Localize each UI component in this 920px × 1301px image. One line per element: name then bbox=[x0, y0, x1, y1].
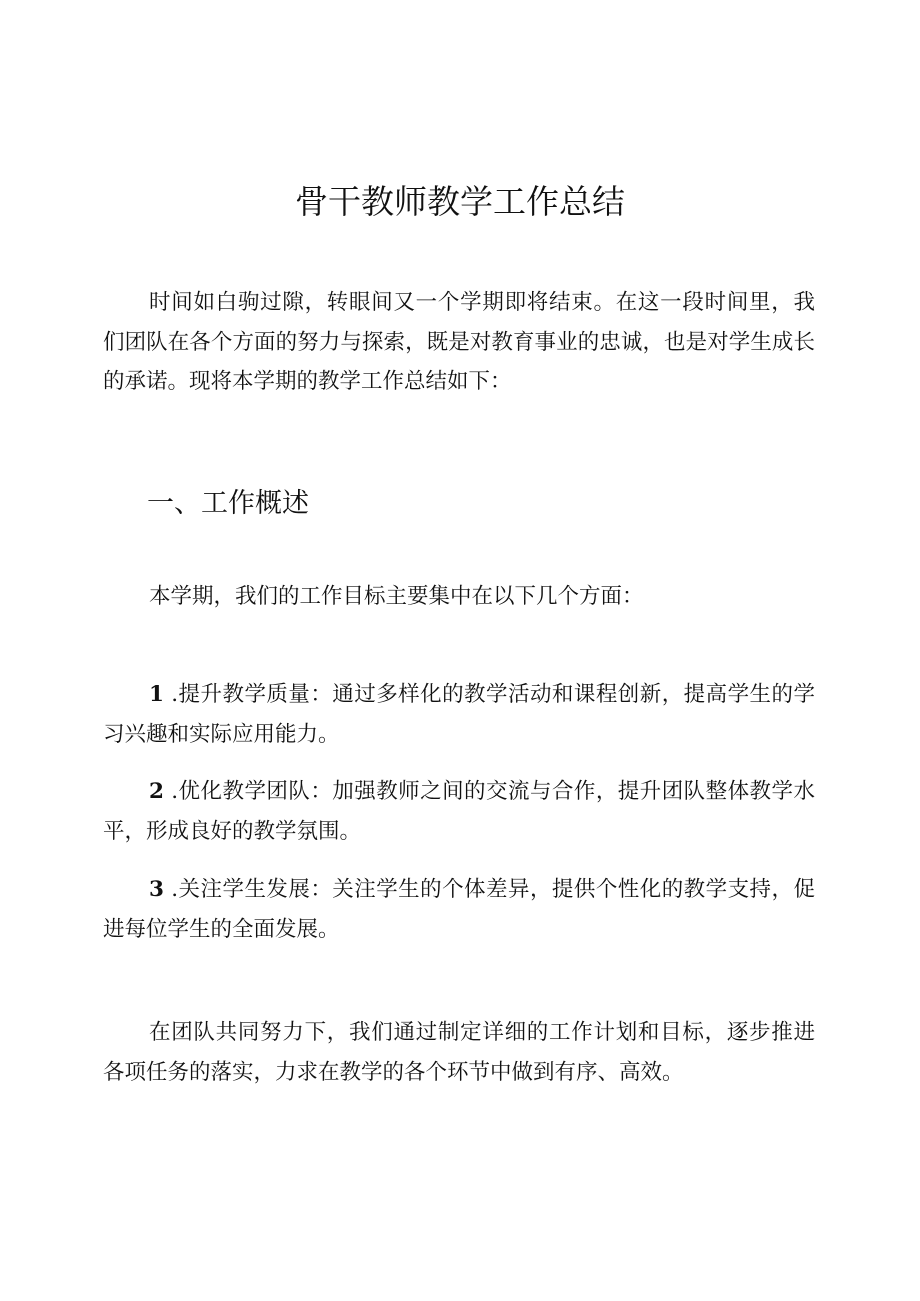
list-item bbox=[103, 772, 815, 851]
section-heading-overview: 一、工作概述 bbox=[147, 488, 309, 519]
document-title: 骨干教师教学工作总结 bbox=[295, 182, 625, 221]
list-item-number: 1 bbox=[149, 682, 164, 707]
list-item-text: .提升教学质量：通过多样化的教学活动和课程创新，提高学生的学习兴趣和实际应用能力。 bbox=[103, 682, 815, 747]
list-item-number: 3 bbox=[149, 877, 164, 902]
list-item bbox=[103, 870, 815, 949]
section-lead-paragraph: 本学期，我们的工作目标主要集中在以下几个方面： bbox=[149, 584, 644, 609]
list-item-text: .优化教学团队：加强教师之间的交流与合作，提升团队整体教学水平，形成良好的教学氛围。 bbox=[103, 779, 815, 844]
list-item-number: 2 bbox=[149, 779, 164, 804]
list-item bbox=[103, 675, 815, 754]
closing-paragraph: 在团队共同努力下，我们通过制定详细的工作计划和目标，逐步推进各项任务的落实，力求在教学的各个环节中做到有序、高效。 bbox=[103, 1020, 815, 1085]
intro-paragraph: 时间如白驹过隙，转眼间又一个学期即将结束。在这一段时间里，我们团队在各个方面的努力与探索，既是对教育事业的忠诚，也是对学生成长的承诺。现将本学期的教学工作总结如下： bbox=[103, 290, 815, 394]
list-item-text: .关注学生发展：关注学生的个体差异，提供个性化的教学支持，促进每位学生的全面发展。 bbox=[103, 877, 815, 942]
